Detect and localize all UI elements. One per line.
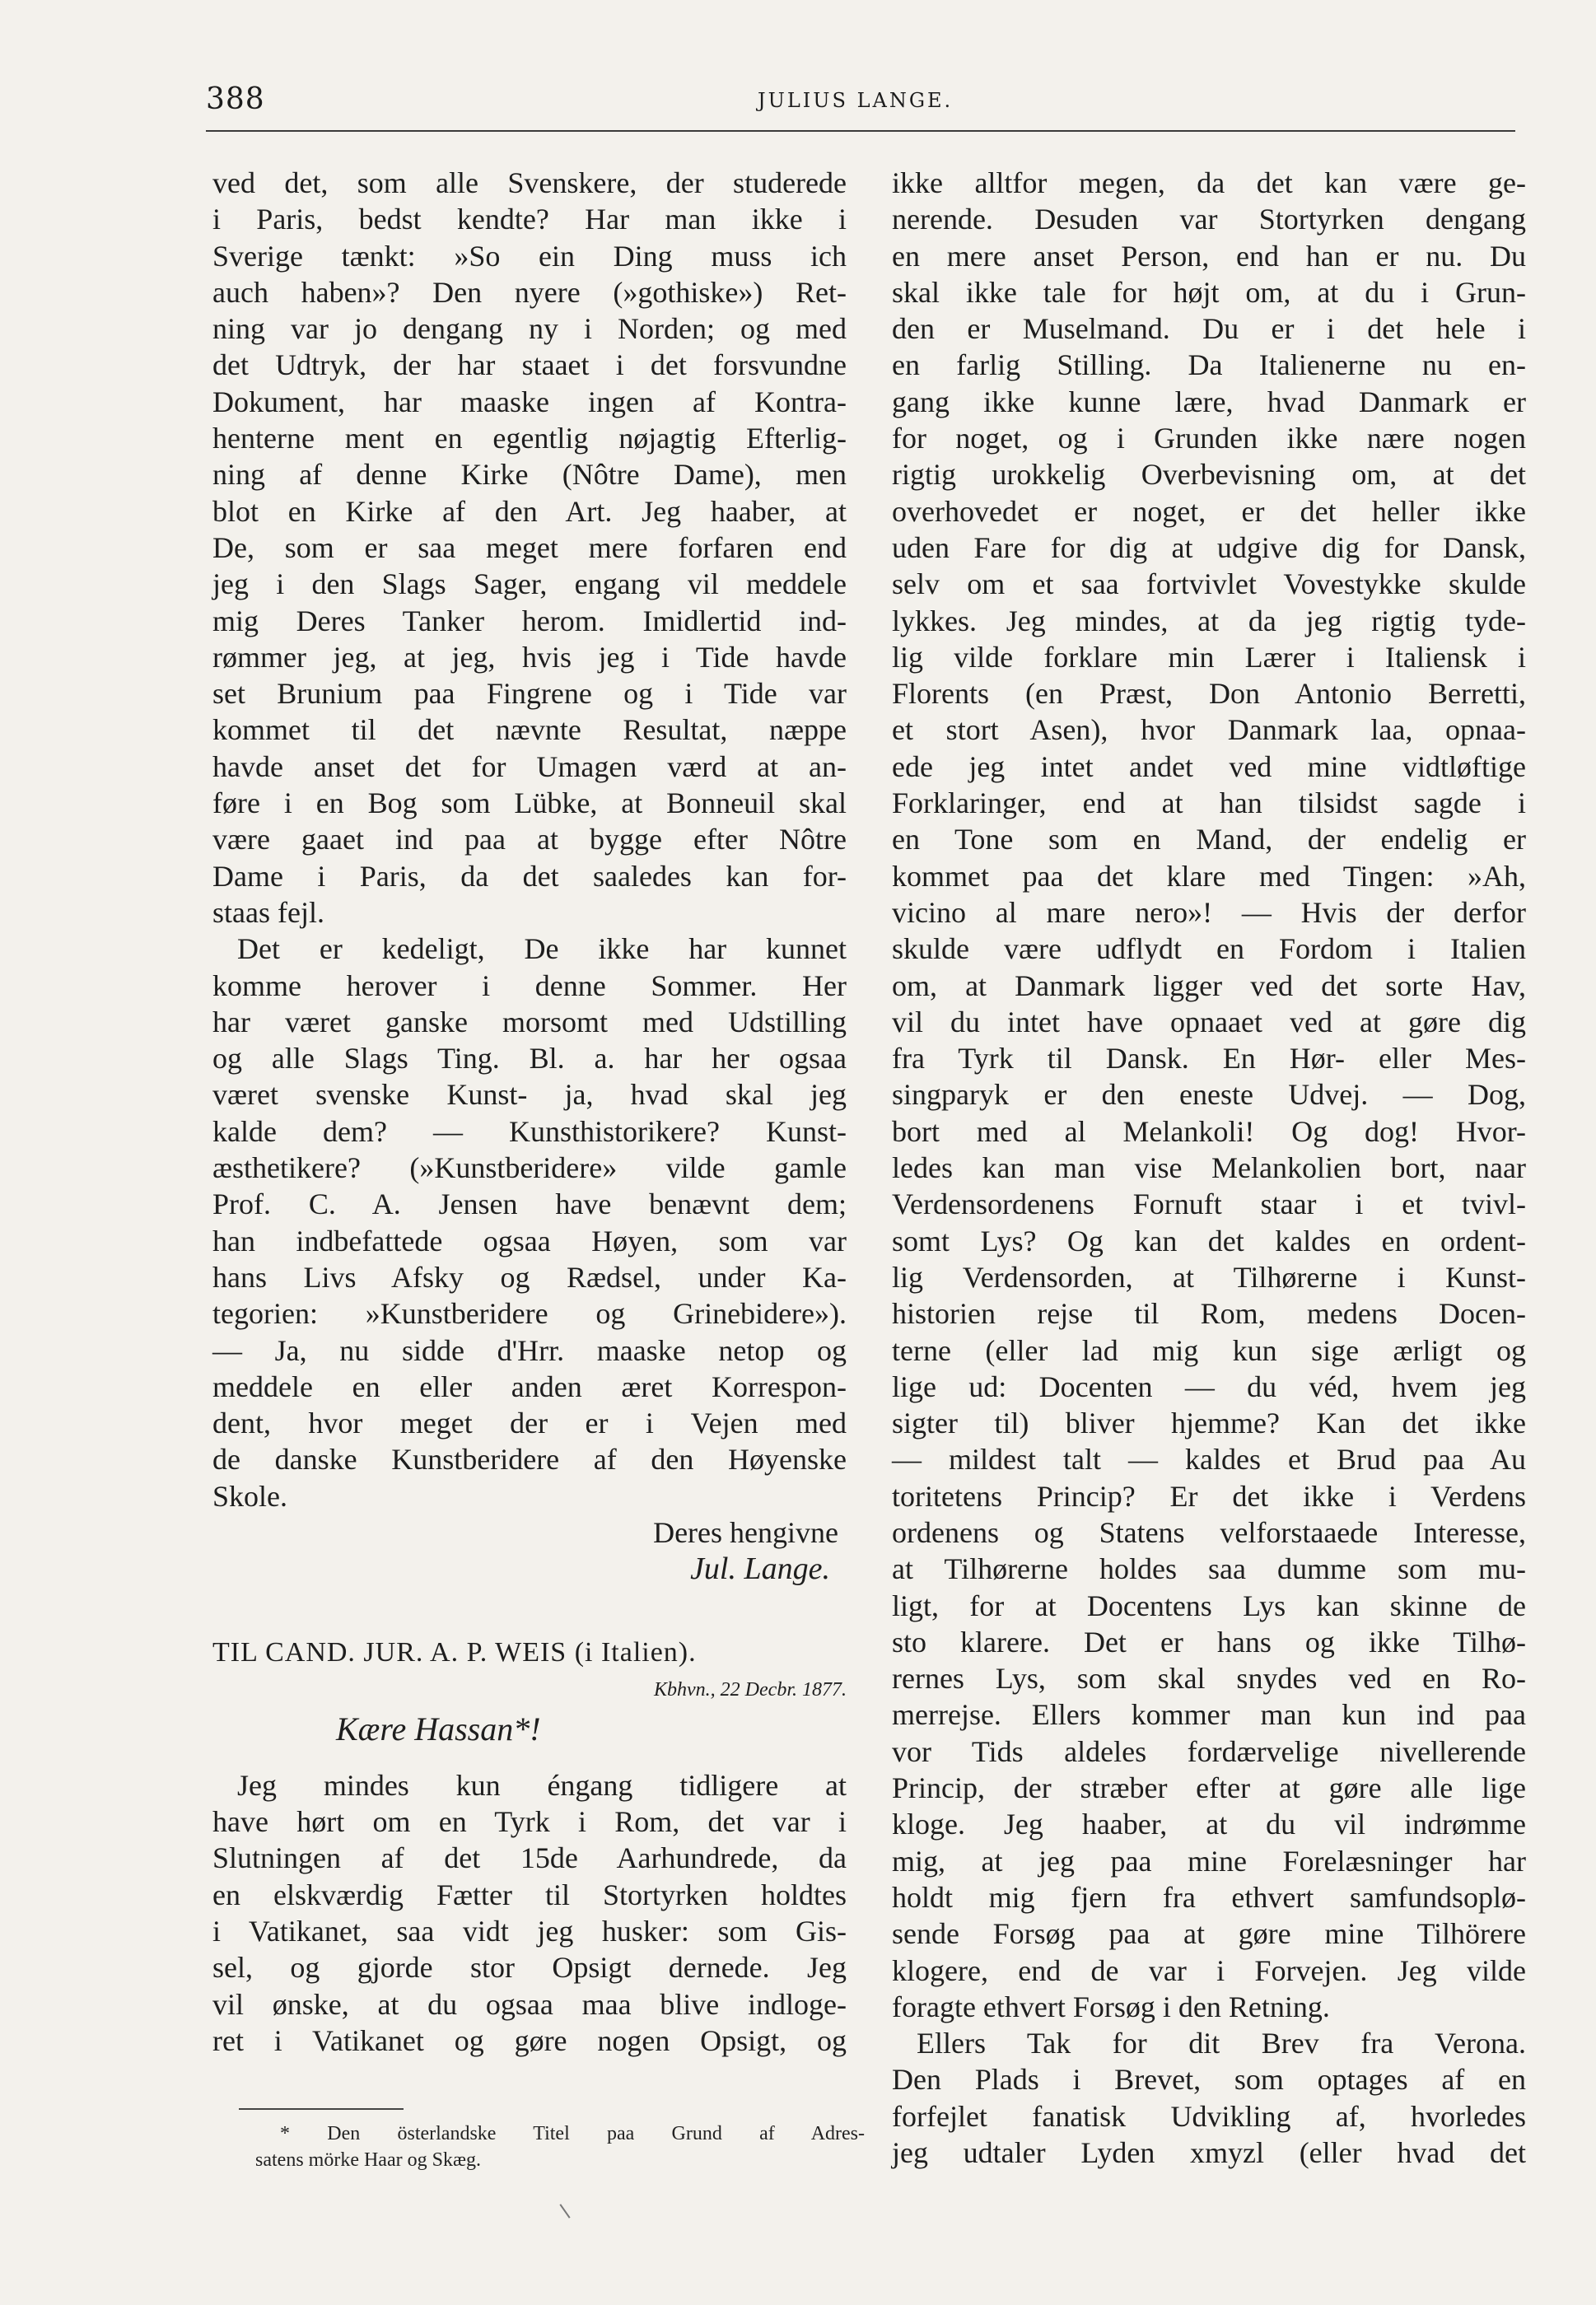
page-number: 388 [206, 82, 265, 116]
letter-dateline: Kbhvn., 22 Decbr. 1877. [654, 1678, 847, 1701]
text-line: De, som er saa meget mere forfaren end [212, 530, 847, 564]
text-line: Jeg mindes kun éngang tidligere at [237, 1768, 847, 1802]
text-line: forfejlet fanatisk Udvikling af, hvorledes [892, 2099, 1526, 2133]
text-line: somt Lys? Og kan det kaldes en ordent- [892, 1224, 1526, 1257]
text-line: det Udtryk, der har staaet i det forsvundne [212, 348, 847, 382]
left-text-block [212, 165, 847, 1514]
text-line: ved det, som alle Svenskere, der studerede [212, 166, 847, 199]
text-line: Verdensordenens Fornuft staar i et tvivl- [892, 1187, 1526, 1221]
text-line: jeg udtaler Lyden xmyzl (eller hvad det [892, 2136, 1526, 2170]
text-line: holdt mig fjern fra ethvert samfundsoplø- [892, 1880, 1526, 1914]
text-line: havde anset det for Umagen værd at an- [212, 749, 847, 783]
text-line: Princip, der stræber efter at gøre alle lige [892, 1771, 1526, 1805]
text-line: lig Verdensorden, at Tilhørerne i Kunst- [892, 1260, 1526, 1294]
text-line: overhovedet er noget, er det heller ikke [892, 494, 1526, 528]
text-line: ordenens og Statens velforstaaede Interesse, [892, 1515, 1526, 1549]
section-gap [212, 1588, 847, 1624]
text-line: selv om et saa fortvivlet Vovestykke skulde [892, 567, 1526, 601]
text-line: skal ikke tale for højt om, at du i Grun- [892, 275, 1526, 309]
right-column [892, 165, 1526, 2171]
text-line: bort med al Melankoli! Og dog! Hvor- [892, 1114, 1526, 1148]
text-line: ikke alltfor megen, da det kan være ge- [892, 166, 1526, 199]
text-line: sto klarere. Det er hans og ikke Tilhø- [892, 1625, 1526, 1659]
text-line: sel, og gjorde stor Opsigt dernede. Jeg [212, 1951, 847, 1985]
header-rule [206, 130, 1515, 132]
text-line: auch haben»? Den nyere (»gothiske») Ret- [212, 275, 847, 309]
text-line: har været ganske morsomt med Udstilling [212, 1005, 847, 1038]
text-line: sigter til) bliver hjemme? Kan det ikke [892, 1407, 1526, 1440]
text-line: kommet paa det klare med Tingen: »Ah, [892, 859, 1526, 893]
text-line: jeg i den Slags Sager, engang vil meddele [212, 567, 847, 601]
text-line: den er Muselmand. Du er i det hele i [892, 312, 1526, 346]
text-line: ede jeg intet andet ved mine vidtløftige [892, 749, 1526, 783]
text-line: have hørt om en Tyrk i Rom, det var i [212, 1805, 847, 1839]
footnote [255, 2121, 865, 2173]
text-line: Slutningen af det 15de Aarhundrede, da [212, 1841, 847, 1875]
text-line: komme herover i denne Sommer. Her [212, 968, 847, 1002]
text-line: kommet til det nævnte Resultat, næppe [212, 713, 847, 747]
footnote-lines [255, 2121, 865, 2173]
text-line: en elskværdig Fætter til Stortyrken holdtes [212, 1878, 847, 1911]
text-line: æsthetikere? (»Kunstberidere» vilde gamle [212, 1151, 847, 1185]
right-text-block [892, 165, 1526, 2171]
text-line: klogere, end de var i Forvejen. Jeg vilde [892, 1953, 1526, 1987]
text-line: i Vatikanet, saa vidt jeg husker: som Gis- [212, 1915, 847, 1948]
text-line: vor Tids aldeles fordærvelige nivellerende [892, 1734, 1526, 1768]
text-line: Florents (en Præst, Don Antonio Berretti, [892, 677, 1526, 711]
text-line: været svenske Kunst- ja, hvad skal jeg [212, 1078, 847, 1112]
text-line: nerende. Desuden var Stortyrken dengang [892, 203, 1526, 236]
text-line: singparyk er den eneste Udvej. — Dog, [892, 1078, 1526, 1112]
text-line: rømmer jeg, at jeg, hvis jeg i Tide havde [212, 640, 847, 674]
text-line: lige ud: Docenten — du véd, hvem jeg [892, 1369, 1526, 1403]
text-line: Prof. C. A. Jensen have benævnt dem; [212, 1187, 847, 1221]
salutation-gap [212, 1756, 847, 1767]
footnote-line: * Den österlandske Titel paa Grund af Adres- [280, 2123, 865, 2144]
text-line: toritetens Princip? Er det ikke i Verdens [892, 1479, 1526, 1513]
text-line: staas fejl. [212, 895, 324, 929]
text-line: ning af denne Kirke (Nôtre Dame), men [212, 458, 847, 492]
text-line: en farlig Stilling. Da Italienerne nu en- [892, 348, 1526, 382]
text-line: Den Plads i Brevet, som optages af en [892, 2063, 1526, 2097]
text-line: om, at Danmark ligger ved det sorte Hav, [892, 968, 1526, 1002]
text-line: en mere anset Person, end han er nu. Du [892, 239, 1526, 273]
text-line: ligt, for at Docentens Lys kan skinne de [892, 1589, 1526, 1622]
letter-signature: Jul. Lange. [690, 1551, 830, 1587]
text-line: meddele en eller anden æret Korrespon- [212, 1369, 847, 1403]
text-line: han indbefattede ogsaa Høyen, som var [212, 1224, 847, 1257]
text-line: lykkes. Jeg mindes, at da jeg rigtig tyde- [892, 604, 1526, 637]
letter-heading: TIL CAND. JUR. A. P. WEIS (i Italien). [212, 1636, 697, 1668]
letter-closing: Deres hengivne [653, 1515, 838, 1549]
text-line: og alle Slags Ting. Bl. a. har her ogsaa [212, 1042, 847, 1076]
text-line: uden Fare for dig at udgive dig for Dansk, [892, 530, 1526, 564]
text-line: Skole. [212, 1479, 288, 1513]
text-line: set Brunium paa Fingrene og i Tide var [212, 677, 847, 711]
text-line: hans Livs Afsky og Rædsel, under Ka- [212, 1260, 847, 1294]
text-line: merrejse. Ellers kommer man kun ind paa [892, 1698, 1526, 1732]
text-line: skulde være udflydt en Fordom i Italien [892, 932, 1526, 966]
text-line: vicino al mare nero»! — Hvis der derfor [892, 895, 1526, 929]
stray-pencil-mark [559, 2204, 570, 2219]
text-line: de danske Kunstberidere af den Høyenske [212, 1443, 847, 1477]
text-line: terne (eller lad mig kun sige ærligt og [892, 1333, 1526, 1367]
text-line: mig, at jeg paa mine Forelæsninger har [892, 1844, 1526, 1878]
text-line: et stort Asen), hvor Danmark laa, opnaa- [892, 713, 1526, 747]
text-line: fra Tyrk til Dansk. En Hør- eller Mes- [892, 1042, 1526, 1076]
text-line: dent, hvor meget der er i Vejen med [212, 1407, 847, 1440]
text-line: gang ikke kunne lære, hvad Danmark er [892, 385, 1526, 418]
text-line: en Tone som en Mand, der endelig er [892, 823, 1526, 856]
text-line: kalde dem? — Kunsthistorikere? Kunst- [212, 1114, 847, 1148]
text-line: være gaaet ind paa at bygge efter Nôtre [212, 823, 847, 856]
text-line: vil du intet have opnaaet ved at gøre dig [892, 1005, 1526, 1038]
text-line: sende Forsøg paa at gøre mine Tilhörere [892, 1917, 1526, 1951]
text-line: Dokument, har maaske ingen af Kontra- [212, 385, 847, 418]
text-line: ret i Vatikanet og gøre nogen Opsigt, og [212, 2023, 847, 2057]
text-line: — Ja, nu sidde d'Hrr. maaske netop og [212, 1333, 847, 1367]
footnote-line: satens mörke Haar og Skæg. [255, 2149, 481, 2171]
text-line: ning var jo dengang ny i Norden; og med [212, 312, 847, 346]
text-line: tegorien: »Kunstberidere og Grinebidere»). [212, 1297, 847, 1331]
text-line: føre i en Bog som Lübke, at Bonneuil skal [212, 786, 847, 820]
running-title: JULIUS LANGE. [758, 89, 954, 112]
text-line: historien rejse til Rom, medens Docen- [892, 1297, 1526, 1331]
text-line: ledes kan man vise Melankolien bort, naar [892, 1151, 1526, 1185]
text-line: blot en Kirke af den Art. Jeg haaber, at [212, 494, 847, 528]
text-line: at Tilhørerne holdes saa dumme som mu- [892, 1552, 1526, 1586]
text-line: i Paris, bedst kendte? Har man ikke i [212, 203, 847, 236]
text-line: foragte ethvert Forsøg i den Retning. [892, 1990, 1330, 2023]
text-line: kloge. Jeg haaber, at du vil indrømme [892, 1808, 1526, 1841]
text-line: Forklaringer, end at han tilsidst sagde i [892, 786, 1526, 820]
text-line: lig vilde forklare min Lærer i Italiensk i [892, 640, 1526, 674]
text-line: rigtig urokkelig Overbevisning om, at det [892, 458, 1526, 492]
letter-salutation: Kære Hassan*! [336, 1710, 541, 1747]
text-line: vil ønske, at du ogsaa maa blive indloge- [212, 1987, 847, 2021]
text-line: for noget, og i Grunden ikke nære nogen [892, 422, 1526, 455]
letter-body [212, 1767, 847, 2059]
text-line: rernes Lys, som skal snydes ved en Ro- [892, 1662, 1526, 1696]
footnote-rule [239, 2108, 404, 2110]
text-line: henterne ment en egentlig nøjagtig Efterlig- [212, 422, 847, 455]
text-line: Ellers Tak for dit Brev fra Verona. [917, 2027, 1526, 2060]
left-column [212, 165, 847, 2059]
text-line: Sverige tænkt: »So ein Ding muss ich [212, 239, 847, 273]
text-line: — mildest talt — kaldes et Brud paa Au [892, 1443, 1526, 1477]
text-line: Det er kedeligt, De ikke har kunnet [237, 932, 847, 966]
text-line: mig Deres Tanker herom. Imidlertid ind- [212, 604, 847, 637]
text-line: Dame i Paris, da det saaledes kan for- [212, 859, 847, 893]
